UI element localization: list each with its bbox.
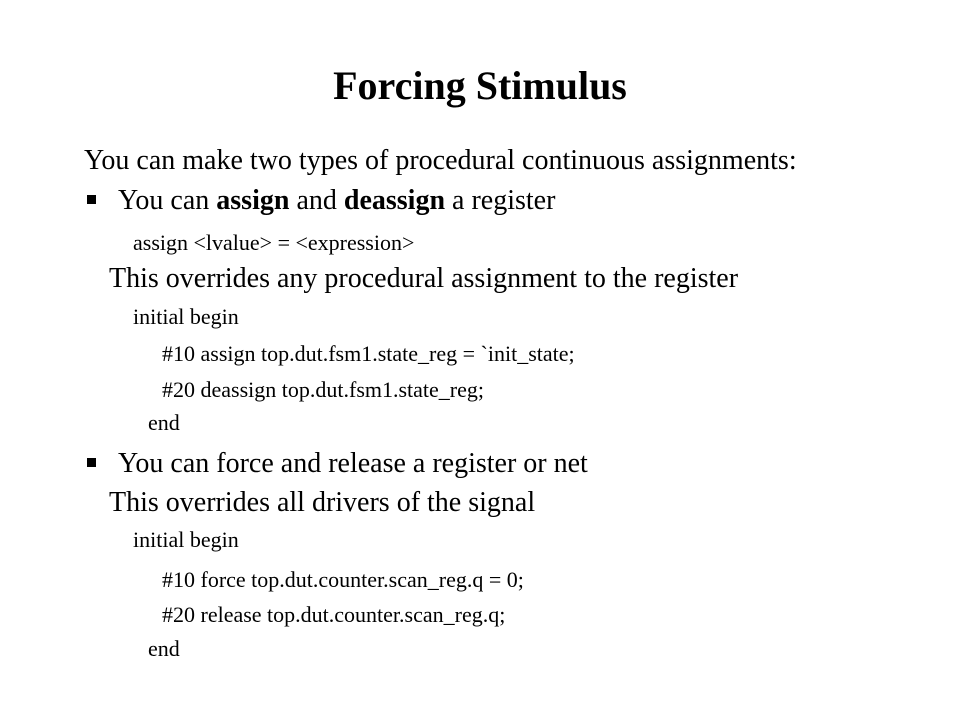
bullet-force-release: You can force and release a register or net (118, 448, 588, 479)
intro-text: You can make two types of procedural continuous assignments: (84, 145, 797, 176)
note-procedural-override: This overrides any procedural assignment to the register (109, 263, 739, 294)
code-line: #20 deassign top.dut.fsm1.state_reg; (162, 377, 485, 402)
bullet-square-icon (87, 458, 96, 467)
code-line: end (148, 636, 180, 661)
slide-title: Forcing Stimulus (333, 63, 627, 108)
bullet1-mid: and (289, 185, 344, 216)
bullet1-suffix: a register (445, 185, 556, 216)
code-line: #10 assign top.dut.fsm1.state_reg = `init_state; (162, 341, 575, 366)
code-line: #10 force top.dut.counter.scan_reg.q = 0; (162, 567, 524, 592)
bullet-assign-deassign (118, 184, 555, 218)
note-drivers-override: This overrides all drivers of the signal (109, 487, 536, 518)
keyword-deassign: deassign (343, 185, 446, 216)
code-line: initial begin (133, 304, 239, 329)
code-line: initial begin (133, 527, 239, 552)
keyword-assign: assign (216, 185, 290, 216)
bullet1-prefix: You can (118, 185, 217, 216)
assign-syntax: assign <lvalue> = <expression> (133, 230, 415, 255)
code-line: end (148, 410, 180, 435)
bullet-square-icon (87, 195, 96, 204)
code-line: #20 release top.dut.counter.scan_reg.q; (162, 602, 506, 627)
